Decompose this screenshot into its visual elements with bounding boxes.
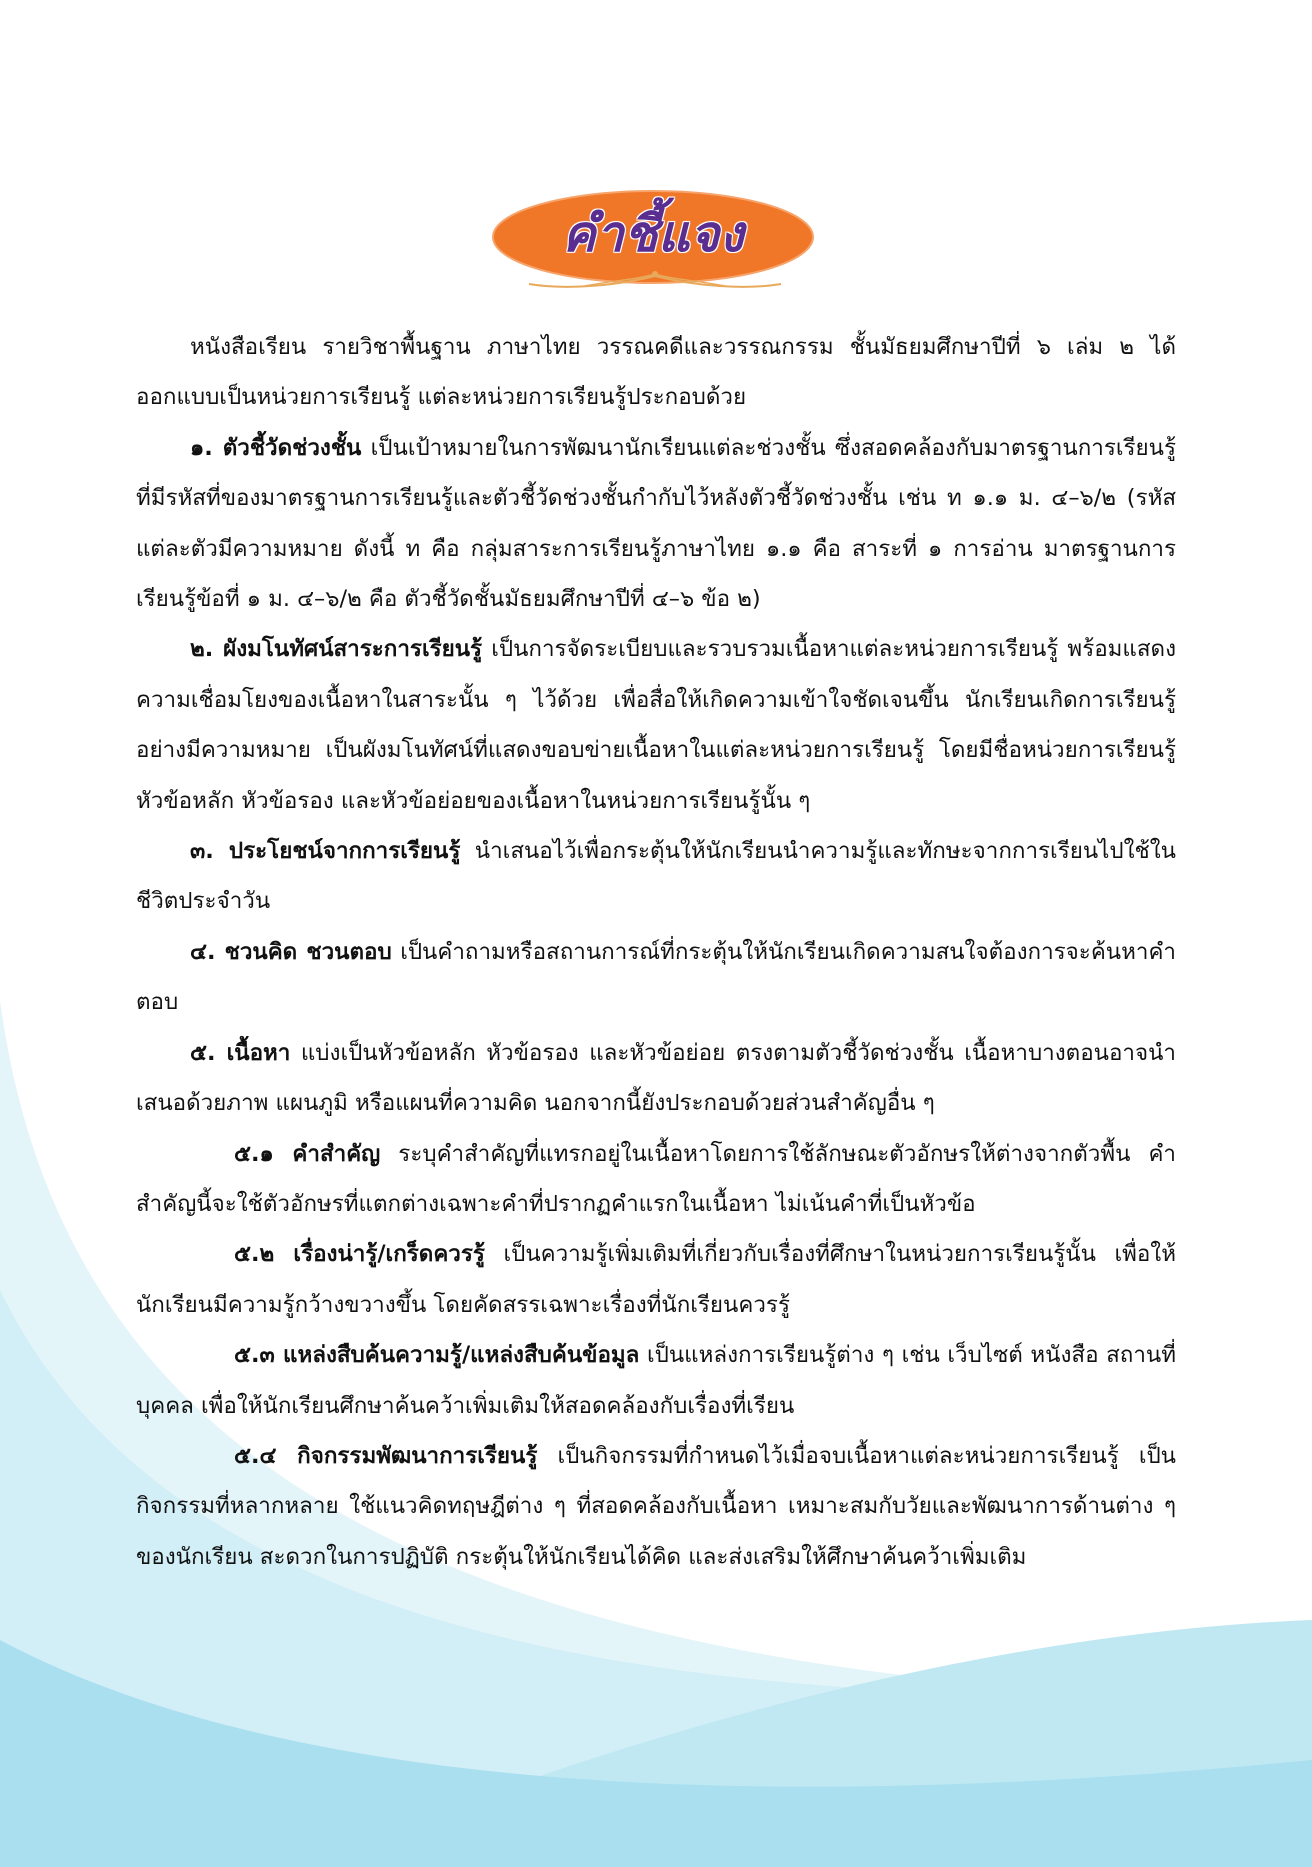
paragraph-text: เป็นเป้าหมายในการพัฒนานักเรียนแต่ละช่วงชั้น ซึ่งสอดคล้องกับมาตรฐานการเรียนรู้ที่มีรหัสที่ของมาตรฐานการเรียนรู้และตัวชี้วัดช่วงชั้นกำกับไว้หลังตัวชี้วัดช่วงชั้น เช่น ท ๑.๑ ม. ๔–๖/๒ (รหัสแต่ละตัวมีความหมาย ดังนี้ ท คือ กลุ่มสาระการเรียนรู้ภาษาไทย ๑.๑ คือ สาระที่ ๑ การอ่าน มาตรฐานการเรียนรู้ข้อที่ ๑ ม. ๔–๖/๒ คือ ตัวชี้วัดชั้นมัธยมศึกษาปีที่ ๔–๖ ข้อ ๒) [136,434,1176,613]
instructions-body [136,322,1176,1582]
paragraph-p4 [136,927,1176,1028]
paragraph-p5-3 [136,1330,1176,1431]
paragraph-p3 [136,826,1176,927]
paragraph-p5 [136,1028,1176,1129]
paragraph-text: เป็นแหล่งการเรียนรู้ต่าง ๆ เช่น เว็บไซต์ หนังสือ สถานที่ บุคคล เพื่อให้นักเรียนศึกษาค้นคว้าเพิ่มเติมให้สอดคล้องกับเรื่องที่เรียน [136,1342,1176,1419]
paragraph-text: หนังสือเรียน รายวิชาพื้นฐาน ภาษาไทย วรรณคดีและวรรณกรรม ชั้นมัธยมศึกษาปีที่ ๖ เล่ม ๒ ได้ออกแบบเป็นหน่วยการเรียนรู้ แต่ละหน่วยการเรียนรู้ประกอบด้วย [136,334,1176,411]
paragraph-p5-4 [136,1431,1176,1582]
paragraph-heading: ๕. เนื้อหา [190,1039,291,1066]
paragraph-heading: ๓. ประโยชน์จากการเรียนรู้ [190,838,461,865]
paragraph-text: เป็นคำถามหรือสถานการณ์ที่กระตุ้นให้นักเรียนเกิดความสนใจต้องการจะค้นหาคำตอบ [136,938,1176,1016]
paragraph-intro [136,322,1176,423]
paragraph-text: ระบุคำสำคัญที่แทรกอยู่ในเนื้อหาโดยการใช้ลักษณะตัวอักษรให้ต่างจากตัวพื้น คำสำคัญนี้จะใช้ตัวอักษรที่แตกต่างเฉพาะคำที่ปรากฏคำแรกในเนื้อหา ไม่เน้นคำที่เป็นหัวข้อ [136,1140,1176,1217]
paragraph-heading: ๔. ชวนคิด ชวนตอบ [190,938,392,965]
paragraph-p2 [136,624,1176,826]
paragraph-heading: ๕.๒ เรื่องน่ารู้/เกร็ดควรรู้ [234,1241,485,1268]
paragraph-text: นำเสนอไว้เพื่อกระตุ้นให้นักเรียนนำความรู้และทักษะจากการเรียนไปใช้ในชีวิตประจำวัน [136,838,1176,915]
paragraph-text: แบ่งเป็นหัวข้อหลัก หัวข้อรอง และหัวข้อย่อย ตรงตามตัวชี้วัดช่วงชั้น เนื้อหาบางตอนอาจนำเสนอด้วยภาพ แผนภูมิ หรือแผนที่ความคิด นอกจากนี้ยังประกอบด้วยส่วนสำคัญอื่น ๆ [136,1039,1176,1117]
paragraph-heading: ๕.๓ แหล่งสืบค้นความรู้/แหล่งสืบค้นข้อมูล [234,1342,640,1369]
paragraph-heading: ๕.๔ กิจกรรมพัฒนาการเรียนรู้ [234,1442,538,1469]
paragraph-heading: ๒. ผังมโนทัศน์สาระการเรียนรู้ [190,636,483,663]
page-title: คำชี้แจง [562,204,744,263]
paragraph-heading: ๑. ตัวชี้วัดช่วงชั้น [190,434,362,461]
paragraph-text: เป็นการจัดระเบียบและรวบรวมเนื้อหาแต่ละหน่วยการเรียนรู้ พร้อมแสดงความเชื่อมโยงของเนื้อหาในสาระนั้น ๆ ไว้ด้วย เพื่อสื่อให้เกิดความเข้าใจชัดเจนขึ้น นักเรียนเกิดการเรียนรู้อย่างมีความหมาย เป็นผังมโนทัศน์ที่แสดงขอบข่ายเนื้อหาในแต่ละหน่วยการเรียนรู้ โดยมีชื่อหน่วยการเรียนรู้ หัวข้อหลัก หัวข้อรอง และหัวข้อย่อยของเนื้อหาในหน่วยการเรียนรู้นั้น ๆ [136,636,1176,814]
title-ornament-icon [525,270,785,292]
paragraph-p5-2 [136,1229,1176,1330]
paragraph-text: เป็นความรู้เพิ่มเติมที่เกี่ยวกับเรื่องที่ศึกษาในหน่วยการเรียนรู้นั้น เพื่อให้นักเรียนมีความรู้กว้างขวางขึ้น โดยคัดสรรเฉพาะเรื่องที่นักเรียนควรรู้ [136,1241,1176,1318]
paragraph-text: เป็นกิจกรรมที่กำหนดไว้เมื่อจบเนื้อหาแต่ละหน่วยการเรียนรู้ เป็นกิจกรรมที่หลากหลาย ใช้แนวคิดทฤษฎีต่าง ๆ ที่สอดคล้องกับเนื้อหา เหมาะสมกับวัยและพัฒนาการด้านต่าง ๆ ของนักเรียน สะดวกในการปฏิบัติ กระตุ้นให้นักเรียนได้คิด และส่งเสริมให้ศึกษาค้นคว้าเพิ่มเติม [136,1442,1176,1570]
paragraph-p5-1 [136,1129,1176,1230]
paragraph-heading: ๕.๑ คำสำคัญ [234,1140,381,1167]
paragraph-p1 [136,423,1176,625]
